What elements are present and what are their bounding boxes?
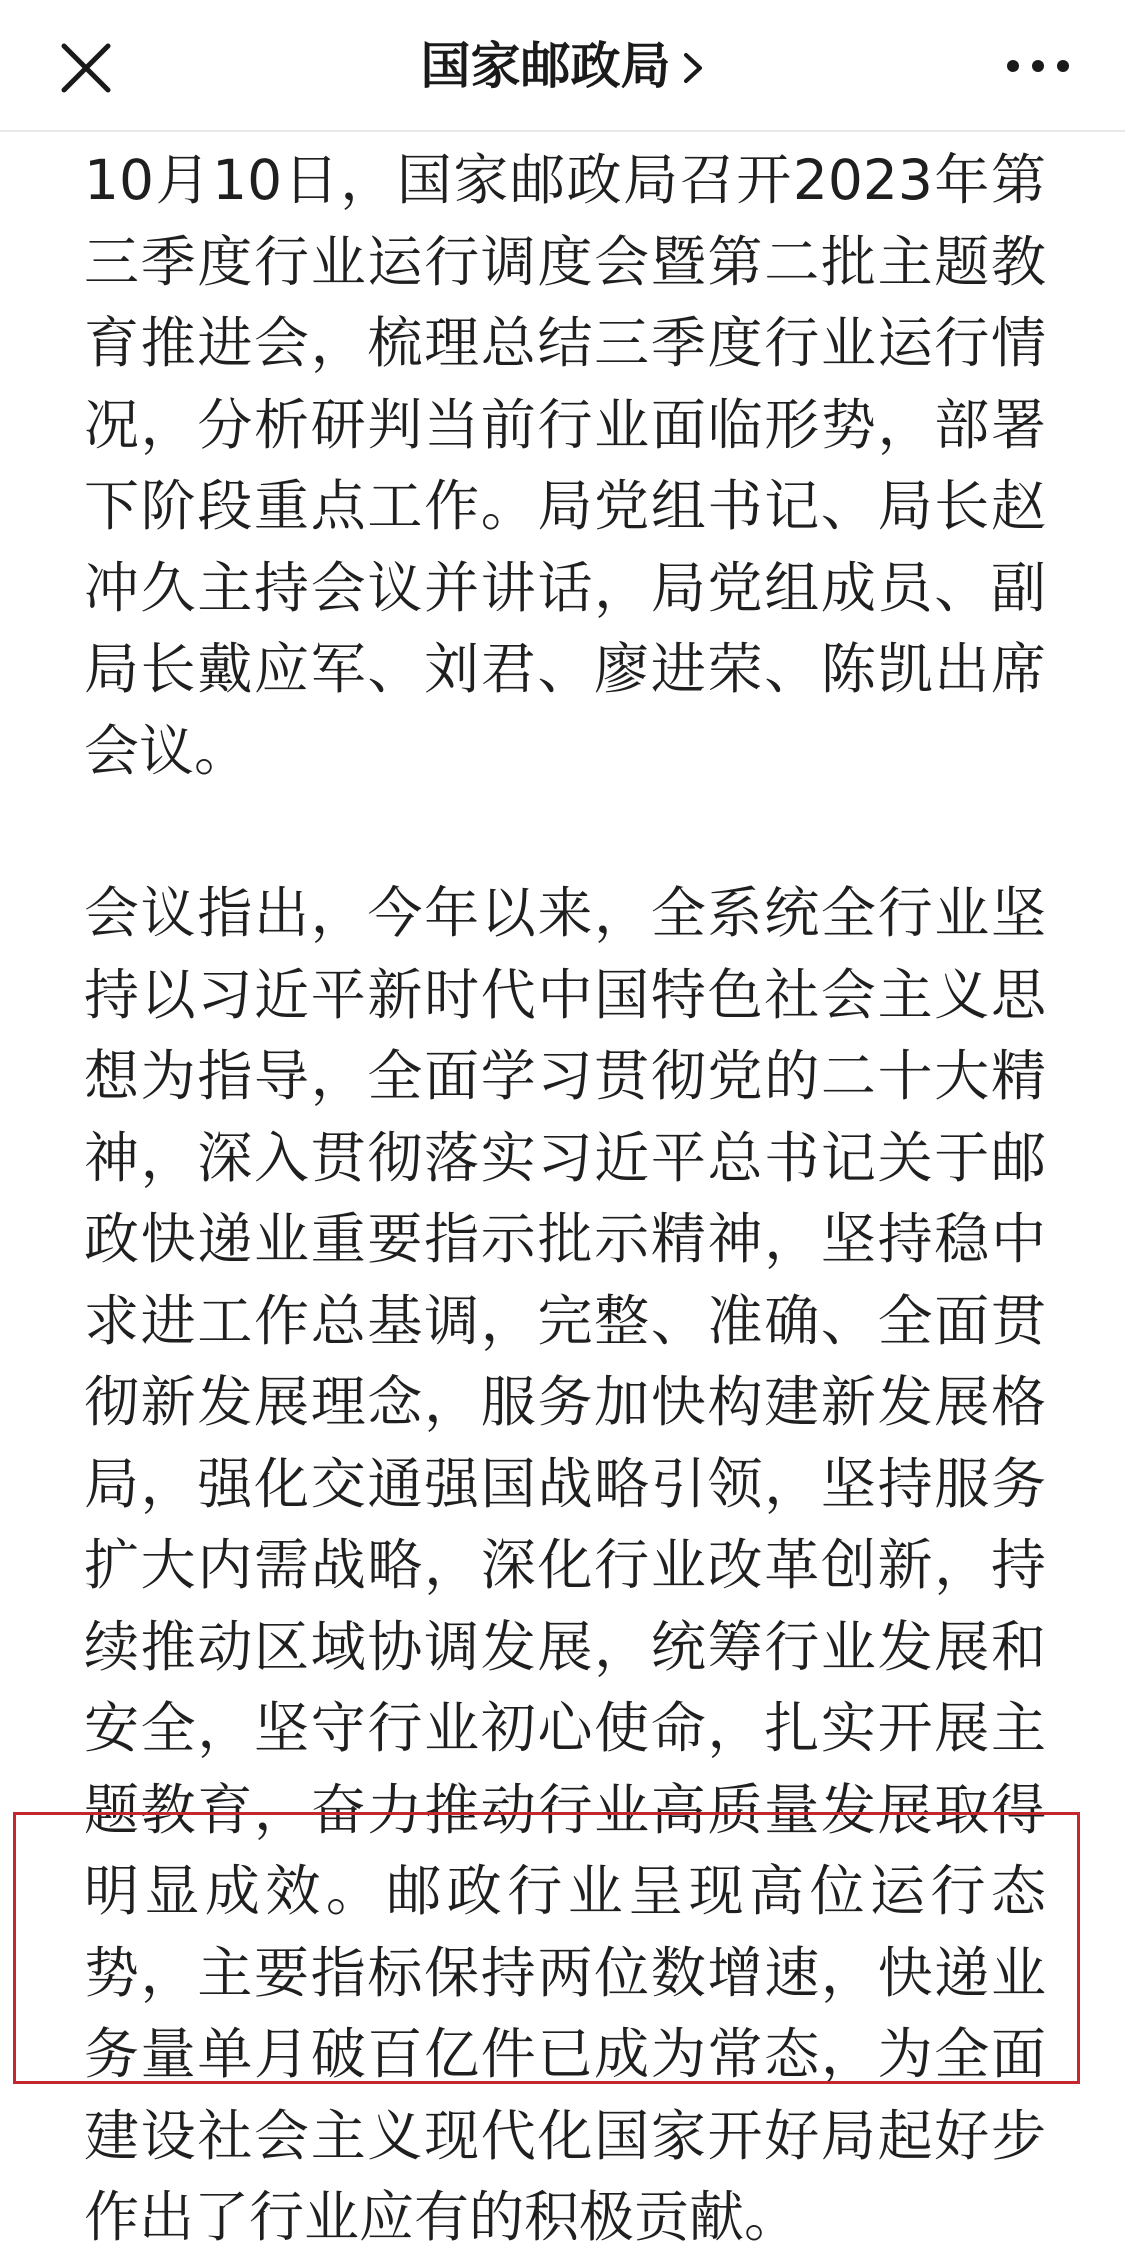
- more-options-button[interactable]: [1003, 44, 1073, 88]
- article-paragraph-1: 10月10日，国家邮政局召开2023年第三季度行业运行调度会暨第二批主题教育推进会，梳理总结三季度行业运行情况，分析研判当前行业面临形势，部署下阶段重点工作。局党组书记、局长赵冲久主持会议并讲话，局党组成员、副局长戴应军、刘君、廖进荣、陈凯出席会议。: [84, 148, 1046, 783]
- account-title-link[interactable]: [0, 30, 1125, 102]
- chevron-right-icon: [681, 51, 705, 85]
- account-name: 国家邮政局: [420, 37, 671, 95]
- top-navigation-bar: [0, 0, 1125, 132]
- more-dots-icon: [1003, 44, 1073, 88]
- article-paragraph-2: 会议指出，今年以来，全系统全行业坚持以习近平新时代中国特色社会主义思想为指导，全面学习贯彻党的二十大精神，深入贯彻落实习近平总书记关于邮政快递业重要指示批示精神，坚持稳中求进工作总基调，完整、准确、全面贯彻新发展理念，服务加快构建新发展格局，强化交通强国战略引领，坚持服务扩大内需战略，深化行业改革创新，持续推动区域协调发展，统筹行业发展和安全，坚守行业初心使命，扎实开展主题教育，奋力推动行业高质量发展取得明显成效。邮政行业呈现高位运行态势，主要指标保持两位数增速，快递业务量单月破百亿件已成为常态，为全面建设社会主义现代化国家开好局起好步作出了行业应有的积极贡献。: [84, 881, 1046, 2249]
- article-body: [84, 140, 1046, 2259]
